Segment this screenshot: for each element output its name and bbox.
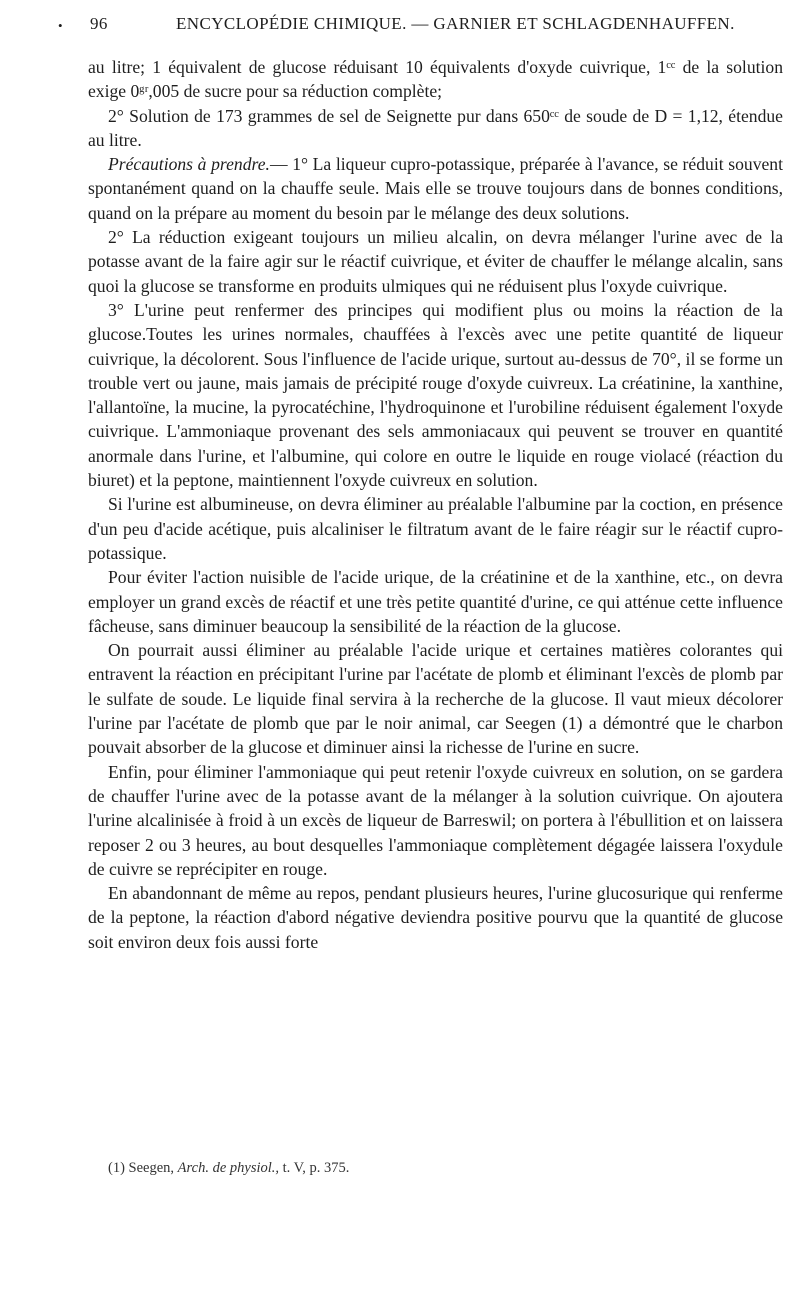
footnote-marker: (1) — [108, 1160, 125, 1176]
paragraph-7: Pour éviter l'action nuisible de l'acide urique, de la créatinine et de la xanthine, etc., on devra employer un grand excès de réactif et une très petite quantité d'urine, ce qui atténue cette influence fâcheuse, sans diminuer beaucoup la sensibilité de la réaction de la glucose. — [88, 567, 783, 636]
paragraph-8: On pourrait aussi éliminer au préalable l'acide urique et certaines matières colorantes qui entravent la réaction en précipitant l'urine par l'acétate de plomb et éliminant l'excès de plomb par le sulfate de soude. Le liquide final servira à la recherche de la glucose. Il vaut mieux décolorer l'urine par l'acétate de plomb que par le noir animal, car Seegen (1) a démontré que le charbon pouvait absorber de la glucose et diminuer ainsi la richesse de l'urine en sucre. — [88, 640, 783, 758]
paragraph-6: Si l'urine est albumineuse, on devra éliminer au préalable l'albumine par la coction, en présence d'un peu d'acide acétique, puis alcaliniser le filtratum avant de le faire réagir sur le réactif cupro-potassique. — [88, 494, 783, 563]
footnote-author: Seegen, — [128, 1160, 175, 1176]
paragraph-1: au litre; 1 équivalent de glucose réduisant 10 équivalents d'oxyde cuivrique, 1ᶜᶜ de la solution exige 0ᵍʳ,005 de sucre pour sa réduction complète; — [88, 57, 783, 102]
running-title: ENCYCLOPÉDIE CHIMIQUE. — GARNIER ET SCHLAGDENHAUFFEN. — [176, 14, 735, 33]
footnote — [108, 1160, 768, 1177]
paragraph-4: 2° La réduction exigeant toujours un milieu alcalin, on devra mélanger l'urine avec de la potasse avant de la faire agir sur le réactif cuivrique, et éviter de chauffer le mélange alcalin, sans quoi la glucose se transforme en produits ulmiques qui ne réduisent plus l'oxyde cuivrique. — [88, 227, 783, 296]
footnote-journal: Arch. de physiol., — [177, 1160, 280, 1176]
paragraph-3: Précautions à prendre.— 1° La liqueur cupro-potassique, préparée à l'avance, se réduit souvent spontanément quand on la chauffe seule. Mais elle se trouve toujours dans de bonnes conditions, quand on la prépare au moment du besoin par le mélange des deux solutions. — [88, 154, 783, 223]
running-header — [58, 14, 778, 42]
page-number: 96 — [90, 14, 108, 33]
paragraph-5: 3° L'urine peut renfermer des principes qui modifient plus ou moins la réaction de la glucose.Toutes les urines normales, chauffées à l'excès avec une petite quantité de liqueur cuivrique, la décolorent. Sous l'influence de l'acide urique, surtout au-dessus de 70°, il se forme un trouble vert ou jaune, mais jamais de précipité rouge d'oxyde cuivreux. La créatinine, la xanthine, l'allantoïne, la mucine, la pyrocatéchine, l'hydroquinone et l'urobiline réduisent également l'oxyde cuivrique. L'ammoniaque provenant des sels ammoniacaux qui peuvent se trouver en quantité anormale dans l'urine, et l'albumine, qui colore en outre le liquide en rouge violacé (réaction du biuret) et la peptone, maintiennent l'oxyde cuivreux en solution. — [88, 299, 783, 491]
paragraph-2: 2° Solution de 173 grammes de sel de Seignette pur dans 650ᶜᶜ de soude de D = 1,12, étendue au litre. — [88, 105, 783, 150]
footnote-ref: t. V, p. 375. — [282, 1160, 350, 1176]
paragraph-10: En abandonnant de même au repos, pendant plusieurs heures, l'urine glucosurique qui renferme de la peptone, la réaction d'abord négative deviendra positive pourvu que la quantité de glucose soit environ deux fois aussi forte — [88, 883, 783, 952]
header-bullet: • — [58, 18, 63, 33]
paragraph-9: Enfin, pour éliminer l'ammoniaque qui peut retenir l'oxyde cuivreux en solution, on se gardera de chauffer l'urine avec de la potasse avant de la mélanger à la solution cuivrique. On ajoutera l'urine alcalinisée à froid à un excès de liqueur de Barreswil; on portera à l'ébullition et on laissera reposer 2 ou 3 heures, au bout desquelles l'ammoniaque complètement dégagée laissera l'oxydule de cuivre se reprécipiter en rouge. — [88, 761, 783, 879]
precautions-heading: Précautions à prendre. — [108, 154, 270, 175]
main-text — [88, 55, 783, 954]
